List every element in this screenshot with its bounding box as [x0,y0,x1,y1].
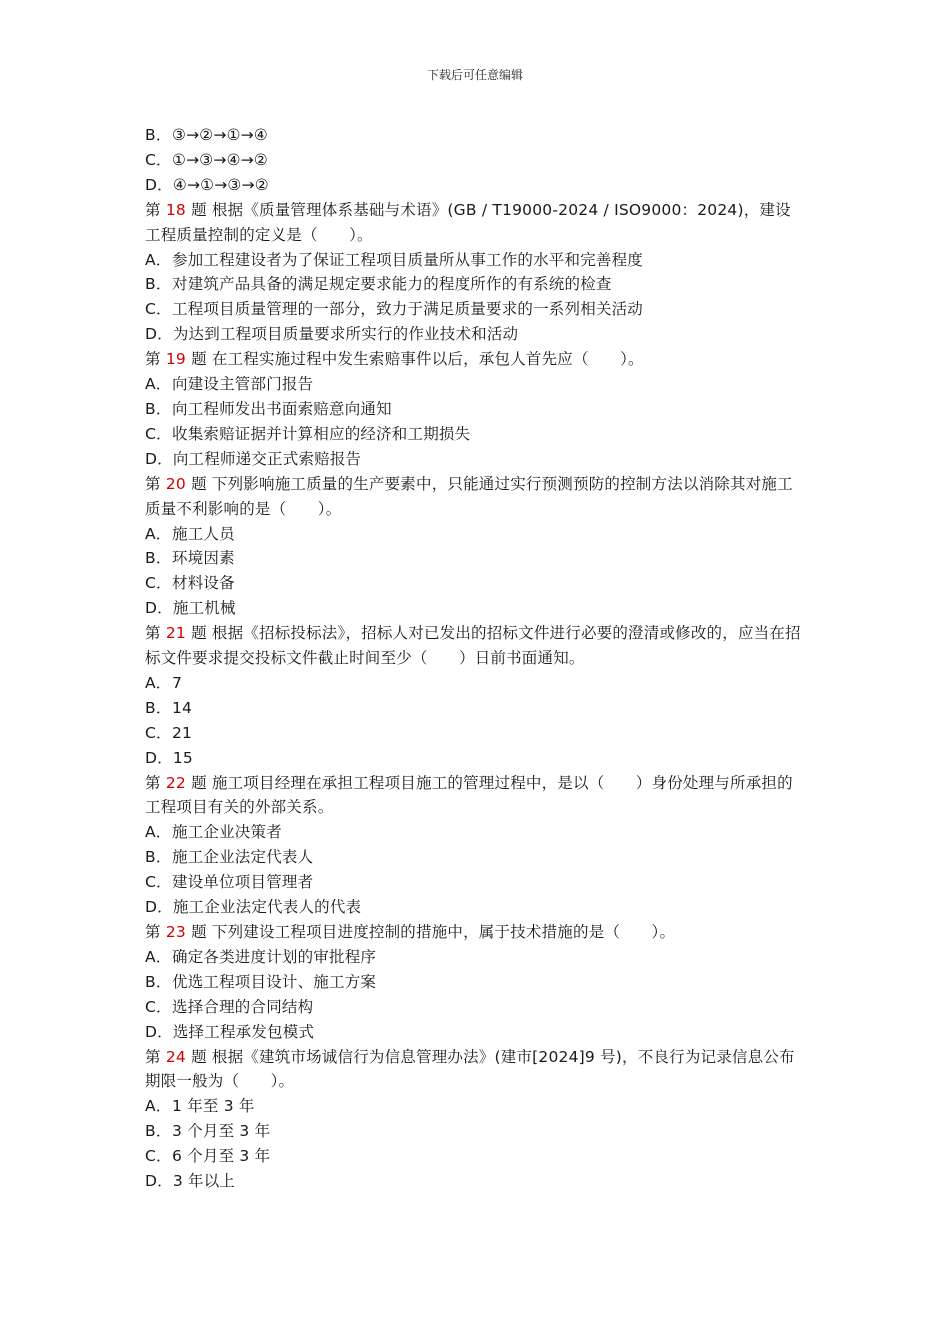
question-stem [145,771,805,821]
option-text: ③→②→①→④ [172,126,268,144]
option-letter: B． [145,549,172,568]
option-letter: A． [145,673,172,692]
answer-option [145,1144,805,1169]
option-letter: A． [145,250,172,269]
option-text: 建设单位项目管理者 [172,873,314,892]
option-text: 材料设备 [172,574,235,593]
answer-option [145,571,805,596]
option-text: 1 年至 3 年 [172,1097,255,1116]
answer-option [145,1094,805,1119]
question-stem [145,621,805,671]
question-number: 18 [165,200,186,219]
option-text: 3 年以上 [172,1172,236,1191]
question-number: 19 [165,350,186,369]
option-text: 选择合理的合同结构 [172,997,314,1016]
question-prefix: 第 [145,624,166,643]
answer-option [145,297,805,322]
option-text: 向建设主管部门报告 [172,375,314,394]
answer-option [145,397,805,422]
answer-option [145,173,805,198]
option-letter: A． [145,1097,172,1116]
option-text: 选择工程承发包模式 [172,1022,315,1041]
option-text: ④→①→③→② [172,175,269,194]
option-letter: D． [145,599,173,618]
option-letter: C． [145,424,172,443]
question-prefix: 第 [145,773,166,792]
option-text: 施工企业法定代表人 [172,848,314,867]
answer-option [145,123,805,148]
option-letter: A． [145,375,172,394]
option-letter: C． [145,300,172,319]
question-text: 题 根据《招标投标法》，招标人对已发出的招标文件进行必要的澄清或修改的，应当在招标文件要求提交投标文件截止时间至少（ ）日前书面通知。 [145,624,801,668]
answer-option [145,1119,805,1144]
option-letter: D． [145,1172,173,1191]
option-text: 施工企业决策者 [172,823,282,842]
option-text: 施工企业法定代表人的代表 [172,898,362,917]
answer-option [145,248,805,273]
option-letter: A． [145,947,172,966]
question-text: 题 下列影响施工质量的生产要素中，只能通过实行预测预防的控制方法以消除其对施工质量不利影响的是（ ）。 [145,474,793,518]
option-text: 3 个月至 3 年 [172,1122,271,1141]
page-header: 下载后可任意编辑 [426,68,523,82]
option-letter: D． [145,449,173,468]
option-letter: D． [145,325,173,344]
option-letter: D． [145,898,173,917]
answer-option [145,895,805,920]
question-prefix: 第 [145,350,166,369]
question-stem [145,198,805,248]
option-letter: B． [145,972,172,991]
answer-option [145,447,805,472]
question-stem [145,347,805,372]
question-stem [145,1045,805,1095]
answer-option [145,148,805,173]
option-letter: B． [145,848,172,867]
option-letter: C． [145,723,172,742]
option-letter: A． [145,524,172,543]
option-letter: B． [145,126,172,144]
question-text: 题 根据《建筑市场诚信行为信息管理办法》(建市[2024]9 号)，不良行为记录信息公布期限一般为（ ）。 [145,1047,795,1091]
answer-option [145,671,805,696]
question-number: 22 [165,773,186,792]
answer-option [145,322,805,347]
option-letter: B． [145,1122,172,1141]
answer-option [145,522,805,547]
option-letter: B． [145,698,172,717]
option-text: ①→③→④→② [172,150,268,169]
question-text: 题 施工项目经理在承担工程项目施工的管理过程中，是以（ ）身份处理与所承担的工程项目有关的外部关系。 [145,773,793,817]
question-list [145,123,805,1194]
option-text: 环境因素 [172,549,235,568]
option-letter: D． [145,748,173,767]
question-number: 21 [165,624,186,643]
option-text: 向工程师递交正式索赔报告 [172,449,362,468]
question-number: 24 [165,1047,186,1066]
option-letter: B． [145,275,172,294]
question-prefix: 第 [145,474,166,493]
question-prefix: 第 [145,1047,166,1066]
option-letter: C． [145,1147,172,1166]
question-prefix: 第 [145,200,166,219]
option-text: 确定各类进度计划的审批程序 [172,947,377,966]
option-text: 6 个月至 3 年 [172,1147,271,1166]
option-text: 工程项目质量管理的一部分，致力于满足质量要求的一系列相关活动 [172,300,644,319]
option-text: 施工机械 [172,599,236,618]
question-stem [145,920,805,945]
option-letter: D． [145,175,173,194]
option-text: 参加工程建设者为了保证工程项目质量所从事工作的水平和完善程度 [172,250,644,269]
answer-option [145,546,805,571]
option-letter: C． [145,574,172,593]
option-text: 14 [172,698,193,717]
answer-option [145,272,805,297]
question-number: 20 [165,474,186,493]
question-text: 题 在工程实施过程中发生索赔事件以后，承包人首先应（ ）。 [185,350,644,369]
option-text: 收集索赔证据并计算相应的经济和工期损失 [172,424,471,443]
answer-option [145,596,805,621]
option-text: 7 [172,673,183,692]
option-letter: D． [145,1022,173,1041]
answer-option [145,945,805,970]
question-text: 题 根据《质量管理体系基础与术语》(GB / T19000-2024 / ISO9000：2024)，建设工程质量控制的定义是（ ）。 [145,200,791,244]
answer-option [145,422,805,447]
option-text: 施工人员 [172,524,235,543]
answer-option [145,372,805,397]
answer-option [145,746,805,771]
option-letter: B． [145,399,172,418]
answer-option [145,970,805,995]
option-letter: A． [145,823,172,842]
option-letter: C． [145,997,172,1016]
answer-option [145,721,805,746]
option-text: 优选工程项目设计、施工方案 [172,972,377,991]
answer-option [145,820,805,845]
answer-option [145,696,805,721]
option-text: 向工程师发出书面索赔意向通知 [172,399,392,418]
question-stem [145,472,805,522]
answer-option [145,1020,805,1045]
answer-option [145,870,805,895]
option-text: 15 [172,748,193,767]
answer-option [145,845,805,870]
question-number: 23 [165,923,186,941]
option-text: 21 [172,723,193,742]
answer-option [145,995,805,1020]
option-text: 为达到工程项目质量要求所实行的作业技术和活动 [172,325,519,344]
question-prefix: 第 [145,923,166,941]
question-text: 题 下列建设工程项目进度控制的措施中，属于技术措施的是（ ）。 [185,923,676,941]
answer-option [145,1169,805,1194]
option-letter: C． [145,873,172,892]
option-text: 对建筑产品具备的满足规定要求能力的程度所作的有系统的检查 [172,275,612,294]
option-letter: C． [145,150,172,169]
